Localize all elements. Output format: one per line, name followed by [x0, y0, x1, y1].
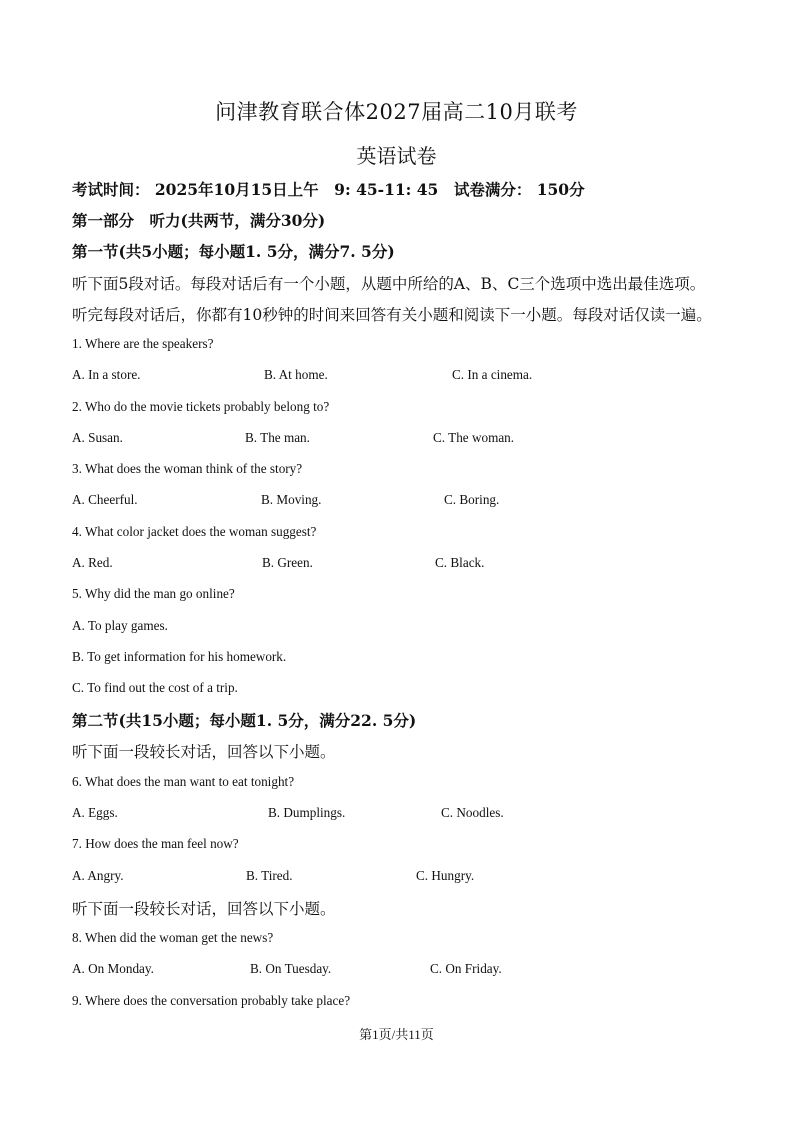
q4-option-b: B. Green. — [262, 555, 313, 570]
exam-info: 考试时间： 2025年10月15日上午 9: 45-11: 45 试卷满分： 150分 — [72, 180, 585, 199]
exam-subtitle: 英语试卷 — [356, 144, 437, 168]
part1-title: 第一部分 听力(共两节，满分30分) — [72, 211, 326, 230]
question-8: 8. When did the woman get the news? — [72, 930, 274, 945]
question-4: 4. What color jacket does the woman suggest? — [72, 524, 317, 539]
q5-option-a: A. To play games. — [72, 618, 168, 633]
exam-title: 问津教育联合体2027届高二10月联考 — [215, 100, 578, 124]
question-9: 9. Where does the conversation probably take place? — [72, 993, 351, 1008]
q4-option-a: A. Red. — [72, 555, 113, 570]
section1-instruction-1: 听下面5段对话。每段对话后有一个小题，从题中所给的A、B、C三个选项中选出最佳选项。 — [72, 275, 706, 293]
listen-long-instruction-2: 听下面一段较长对话，回答以下小题。 — [72, 900, 336, 918]
section1-instruction-2: 听完每段对话后，你都有10秒钟的时间来回答有关小题和阅读下一小题。每段对话仅读一遍。 — [72, 306, 712, 324]
question-2: 2. Who do the movie tickets probably belong to? — [72, 399, 330, 414]
q8-option-a: A. On Monday. — [72, 961, 154, 976]
question-5: 5. Why did the man go online? — [72, 586, 235, 601]
section2-title: 第二节(共15小题；每小题1. 5分，满分22. 5分) — [72, 711, 417, 730]
q7-option-a: A. Angry. — [72, 868, 124, 883]
q7-option-b: B. Tired. — [246, 868, 293, 883]
q2-option-b: B. The man. — [245, 430, 310, 445]
q1-option-b: B. At home. — [264, 367, 328, 382]
question-6: 6. What does the man want to eat tonight? — [72, 774, 295, 789]
question-7: 7. How does the man feel now? — [72, 836, 239, 851]
q1-option-a: A. In a store. — [72, 367, 141, 382]
section1-title: 第一节(共5小题；每小题1. 5分，满分7. 5分) — [72, 242, 395, 261]
q1-option-c: C. In a cinema. — [452, 367, 533, 382]
q4-option-c: C. Black. — [435, 555, 485, 570]
question-1: 1. Where are the speakers? — [72, 336, 214, 351]
q7-option-c: C. Hungry. — [416, 868, 475, 883]
q5-option-b: B. To get information for his homework. — [72, 649, 287, 664]
q3-option-c: C. Boring. — [444, 492, 500, 507]
q6-option-a: A. Eggs. — [72, 805, 118, 820]
q6-option-b: B. Dumplings. — [268, 805, 346, 820]
q2-option-a: A. Susan. — [72, 430, 123, 445]
listen-long-instruction-1: 听下面一段较长对话，回答以下小题。 — [72, 743, 336, 761]
q3-option-b: B. Moving. — [261, 492, 322, 507]
question-3: 3. What does the woman think of the story? — [72, 461, 303, 476]
page-footer: 第1页/共11页 — [359, 1027, 434, 1042]
q8-option-b: B. On Tuesday. — [250, 961, 332, 976]
q8-option-c: C. On Friday. — [430, 961, 502, 976]
q2-option-c: C. The woman. — [433, 430, 515, 445]
q5-option-c: C. To find out the cost of a trip. — [72, 680, 238, 695]
q6-option-c: C. Noodles. — [441, 805, 504, 820]
q3-option-a: A. Cheerful. — [72, 492, 138, 507]
